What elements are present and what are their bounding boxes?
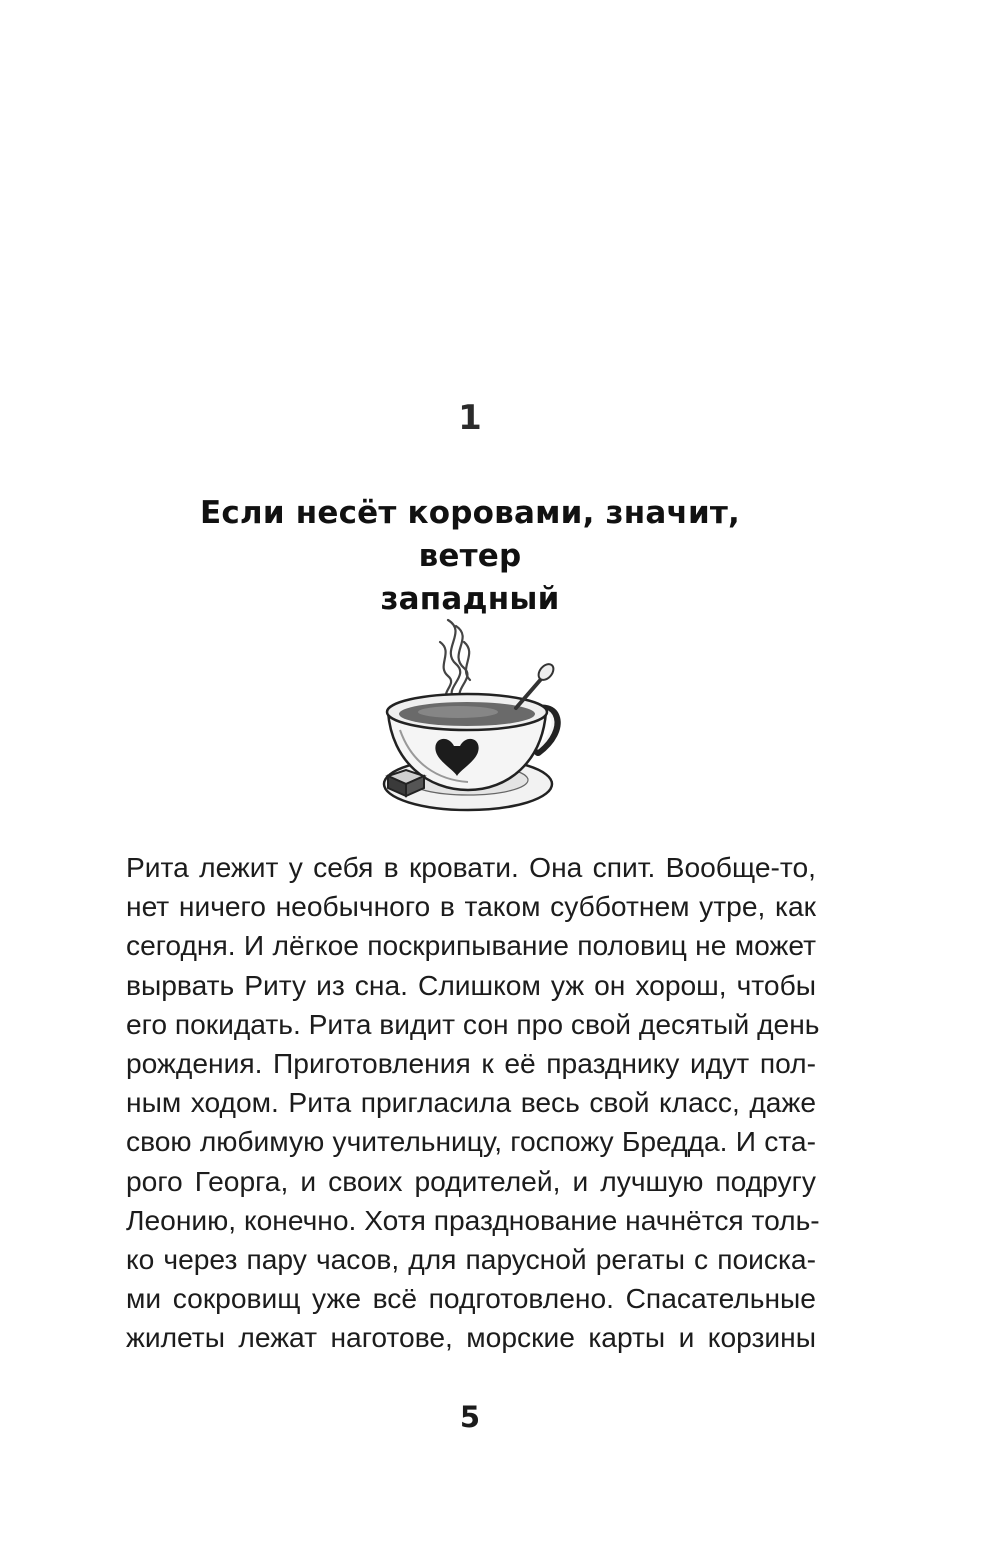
body-line: его покидать. Рита видит сон про свой десятый день (126, 1007, 820, 1040)
body-line: рого Георга, и своих родителей, и лучшую подругу (126, 1164, 816, 1197)
body-line: ным ходом. Рита пригласила весь свой класс, даже (126, 1086, 816, 1119)
body-line: ми сокровищ уже всё подготовлено. Спасательные (126, 1282, 816, 1315)
chapter-number: 1 (458, 398, 482, 438)
page-number: 5 (459, 1400, 481, 1434)
body-line: вырвать Риту из сна. Слишком уж он хорош, чтобы (126, 968, 816, 1001)
body-line: Рита лежит у себя в кровати. Она спит. Вообще-то, (126, 851, 816, 883)
body-line: нет ничего необычного в таком субботнем утре, как (126, 890, 816, 923)
body-line: сегодня. И лёгкое поскрипывание половиц не может (126, 929, 816, 962)
body-line: Леонию, конечно. Хотя празднование начнётся толь- (126, 1203, 820, 1236)
chapter-title-line-2: западный (380, 581, 560, 617)
chapter-title (150, 492, 790, 621)
body-text (126, 848, 820, 1357)
body-line: рождения. Приготовления к её празднику идут пол- (126, 1046, 816, 1079)
teacup-with-heart-icon (378, 612, 568, 817)
body-line: жилеты лежат наготове, морские карты и корзины (126, 1321, 816, 1354)
body-line: свою любимую учительницу, госпожу Бредда. И ста- (126, 1125, 816, 1158)
chapter-title-line-1: Если несёт коровами, значит, ветер (199, 495, 741, 574)
body-line: ко через пару часов, для парусной регаты с поиска- (126, 1242, 816, 1275)
